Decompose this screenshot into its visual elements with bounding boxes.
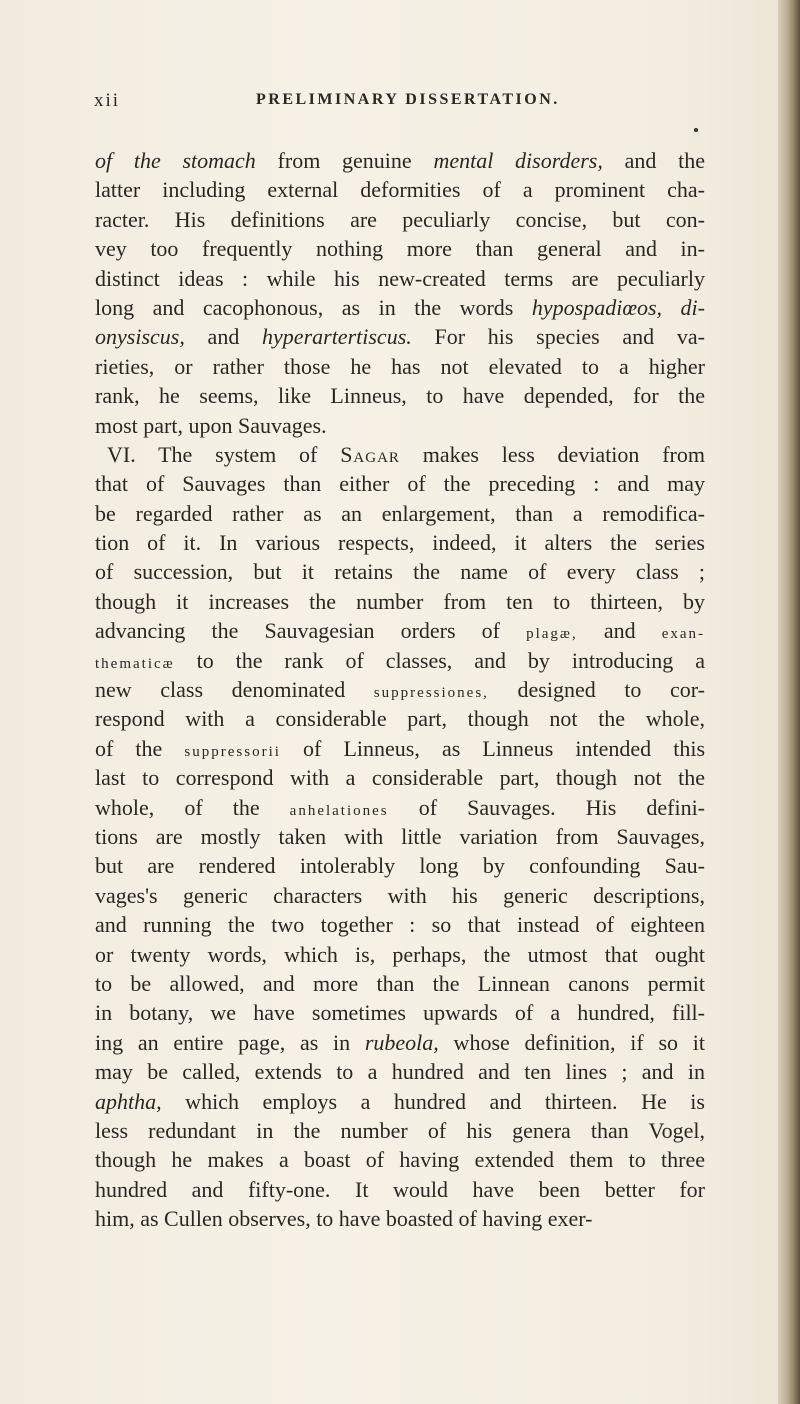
page-edge-shadow [778,0,800,1404]
text-line [95,293,705,322]
text-line [95,264,705,293]
italic-term: onysiscus, [95,324,185,350]
italic-term: aphtha, [95,1088,162,1114]
text-run: whose definition, if so it [438,1029,705,1055]
text-run: of succession, but it retains the name of every class ; [95,559,705,585]
text-run: and the [602,148,705,173]
text-line [95,1145,705,1174]
italic-term: hyperartertiscus. [262,324,412,350]
text-run: new class denominated [95,677,374,703]
text-run: ing an entire page, as in [95,1029,365,1055]
text-run: of the [95,735,185,761]
text-run: of Sauvages. His defini- [388,794,706,820]
text-line [95,146,705,175]
italic-term: rubeola, [364,1029,439,1055]
text-line [95,675,705,704]
text-line [95,940,705,969]
running-title: PRELIMINARY DISSERTATION. [256,91,560,108]
text-run: and [184,324,263,350]
text-run: For his species and va- [411,324,705,350]
text-run: whole, of the [95,794,290,820]
small-caps-term: suppressorii [184,743,281,760]
text-line [95,1175,705,1204]
text-run: vages's generic characters with his generic descriptions, [95,882,705,908]
text-line [95,998,705,1027]
page-number: xii [94,90,121,111]
text-run: advancing the Sauvagesian orders of [95,618,527,644]
text-run: and running the two together : so that instead of eighteen [95,912,705,938]
text-line [95,411,705,440]
text-line [95,1087,705,1116]
text-run: latter including external deformities of a prominent cha- [95,177,705,203]
text-run: and [577,618,662,644]
text-run: hundred and fifty-one. It would have been better for [95,1176,705,1202]
printer-mark [694,128,698,132]
text-run: rieties, or rather those he has not elevated to a higher [95,353,705,379]
text-run: makes less deviation from [399,441,705,467]
text-line [95,205,705,234]
text-line [95,322,705,351]
text-line [95,175,705,204]
text-run: but are rendered intolerably long by confounding Sau- [95,853,705,879]
text-line [95,1057,705,1086]
text-line [95,469,705,498]
text-run: designed to cor- [488,677,705,703]
small-caps-term: Sagar [340,441,400,467]
text-run: tions are mostly taken with little variation from Sauvages, [95,823,705,849]
text-line [95,234,705,263]
text-line [95,1028,705,1057]
small-caps-term: anhelationes [289,802,389,819]
text-line [95,587,705,616]
text-line [95,1116,705,1145]
italic-term: of the stomach [95,148,256,173]
text-line [95,352,705,381]
italic-term: mental disorders, [433,148,603,173]
text-run: vey too frequently nothing more than general and in- [95,236,705,262]
text-line [95,499,705,528]
text-run: VI. The system of [107,441,341,467]
text-run: most part, upon Sauvages. [95,412,327,438]
text-run: which employs a hundred and thirteen. He is [161,1088,705,1114]
small-caps-term: thematicæ [95,655,175,672]
italic-term: hypospadiœos, di- [531,294,705,320]
small-caps-term: suppressiones, [373,685,489,702]
text-run: to be allowed, and more than the Linnean canons permit [95,970,705,996]
text-line [95,381,705,410]
text-run: less redundant in the number of his genera than Vogel, [95,1117,705,1143]
text-run: him, as Cullen observes, to have boasted of having exer- [95,1206,593,1232]
text-line [95,910,705,939]
text-run: long and cacophonous, as in the words [95,294,532,320]
text-run: racter. His definitions are peculiarly concise, but con- [95,206,705,232]
text-line [95,969,705,998]
body-text [95,146,705,1233]
text-run: respond with a considerable part, though not the whole, [95,706,705,732]
text-line [95,528,705,557]
text-line [95,557,705,586]
text-run: rank, he seems, like Linneus, to have depended, for the [95,383,705,409]
text-run: though it increases the number from ten to thirteen, by [95,588,705,614]
text-run: though he makes a boast of having extended them to three [95,1147,705,1173]
text-run: be regarded rather as an enlargement, than a remodifica- [95,500,705,526]
text-run: in botany, we have sometimes upwards of a hundred, fill- [95,1000,705,1026]
text-line [95,881,705,910]
text-line [95,763,705,792]
small-caps-term: exan- [661,626,705,643]
text-line [95,822,705,851]
text-run: distinct ideas : while his new-created terms are peculiarly [95,265,705,291]
text-line [95,440,705,469]
text-run: may be called, extends to a hundred and ten lines ; and in [95,1059,705,1085]
text-run: last to correspond with a considerable part, though not the [95,765,705,791]
text-run: to the rank of classes, and by introducing a [174,647,705,673]
text-run: from genuine [255,148,434,173]
text-run: or twenty words, which is, perhaps, the utmost that ought [95,941,705,967]
text-line [95,704,705,733]
text-line [95,734,705,763]
text-line [95,646,705,675]
text-run: that of Sauvages than either of the preceding : and may [95,471,705,497]
text-run: of Linneus, as Linneus intended this [280,735,706,761]
text-line [95,793,705,822]
text-run: tion of it. In various respects, indeed, it alters the series [95,530,705,556]
running-head [94,90,714,116]
small-caps-term: plagæ, [526,626,578,643]
text-line [95,616,705,645]
text-line [95,1204,705,1233]
text-line [95,851,705,880]
